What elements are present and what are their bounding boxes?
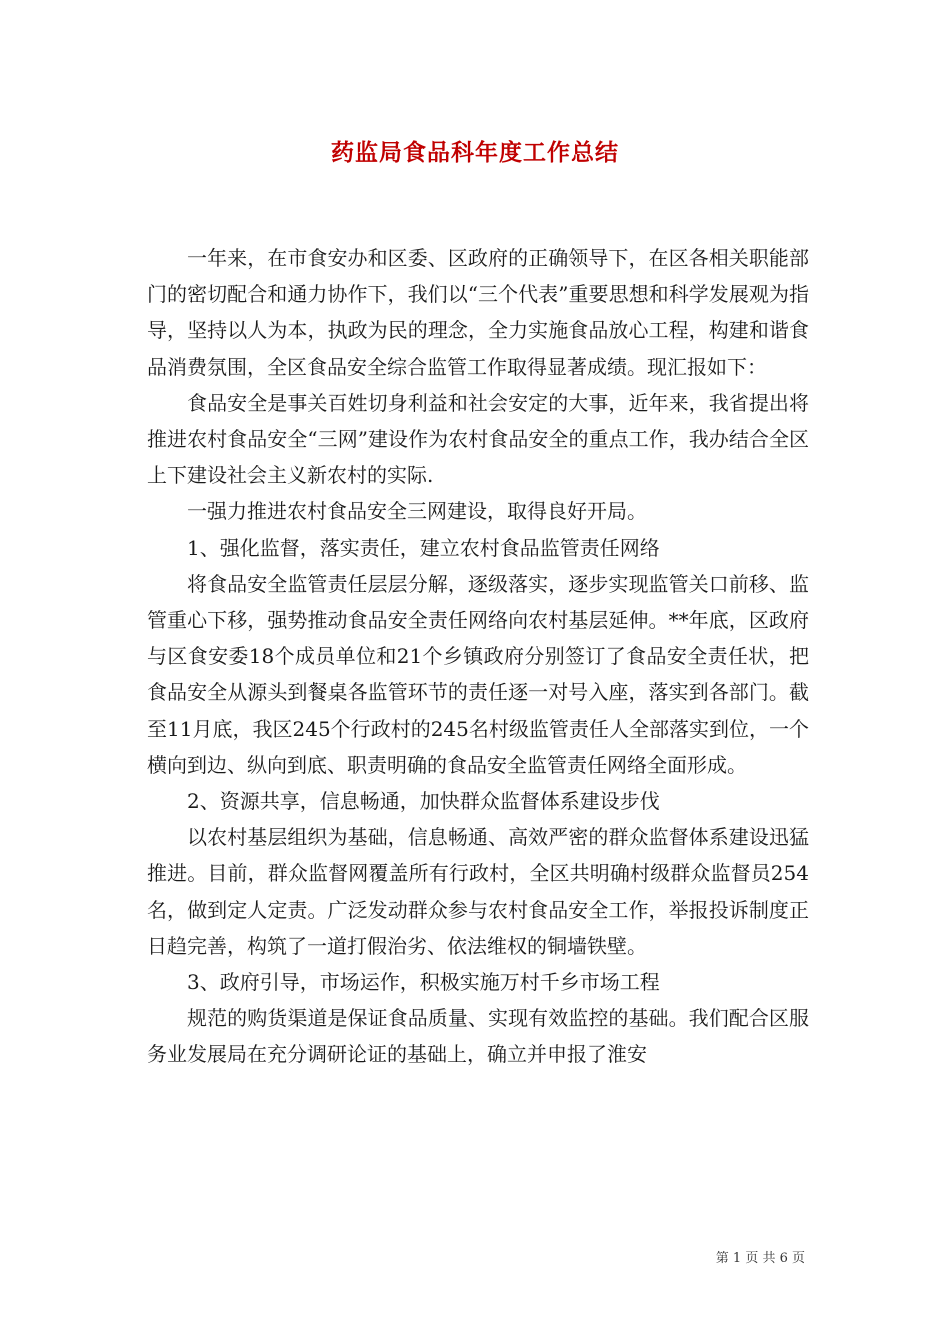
subsection-heading-1: 1、强化监督，落实责任，建立农村食品监管责任网络 xyxy=(187,535,660,560)
subsection-heading-2: 2、资源共享，信息畅通，加快群众监督体系建设步伐 xyxy=(187,789,660,814)
paragraph-background: 食品安全是事关百姓切身利益和社会安定的大事，近年来，我省提出将推进农村食品安全“三网”建设作为农村食品安全的重点工作，我办结合全区上下建设社会主义新农村的实际. xyxy=(147,390,809,488)
paragraph-responsibility: 将食品安全监管责任层层分解，逐级落实，逐步实现监管关口前移、监管重心下移，强势推动食品安全责任网络向农村基层延伸。**年底，区政府与区食安委18个成员单位和21个乡镇政府分别签订了食品安全责任状，把食品安全从源头到餐桌各监管环节的责任逐一对号入座，落实到各部门。截至11月底，我区245个行政村的245名村级监管责任人全部落实到位，一个横向到边、纵向到底、职责明确的食品安全监管责任网络全面形成。 xyxy=(147,571,809,777)
paragraph-supervision: 以农村基层组织为基础，信息畅通、高效严密的群众监督体系建设迅猛推进。目前，群众监督网覆盖所有行政村，全区共明确村级群众监督员254名，做到定人定责。广泛发动群众参与农村食品安全工作，举报投诉制度正日趋完善，构筑了一道打假治劣、依法维权的铜墙铁壁。 xyxy=(147,825,809,958)
page-number: 第 1 页 共 6 页 xyxy=(715,1251,805,1266)
subsection-heading-3: 3、政府引导，市场运作，积极实施万村千乡市场工程 xyxy=(187,970,660,995)
section-heading-1: 一强力推进农村食品安全三网建设，取得良好开局。 xyxy=(187,499,647,524)
document-body xyxy=(147,240,809,1073)
document-title: 药监局食品科年度工作总结 xyxy=(331,139,619,166)
paragraph-intro: 一年来，在市食安办和区委、区政府的正确领导下，在区各相关职能部门的密切配合和通力协作下，我们以“三个代表”重要思想和科学发展观为指导，坚持以人为本，执政为民的理念，全力实施食品放心工程，构建和谐食品消费氛围，全区食品安全综合监管工作取得显著成绩。现汇报如下： xyxy=(147,246,809,379)
paragraph-market: 规范的购货渠道是保证食品质量、实现有效监控的基础。我们配合区服务业发展局在充分调研论证的基础上，确立并申报了淮安 xyxy=(147,1006,809,1067)
